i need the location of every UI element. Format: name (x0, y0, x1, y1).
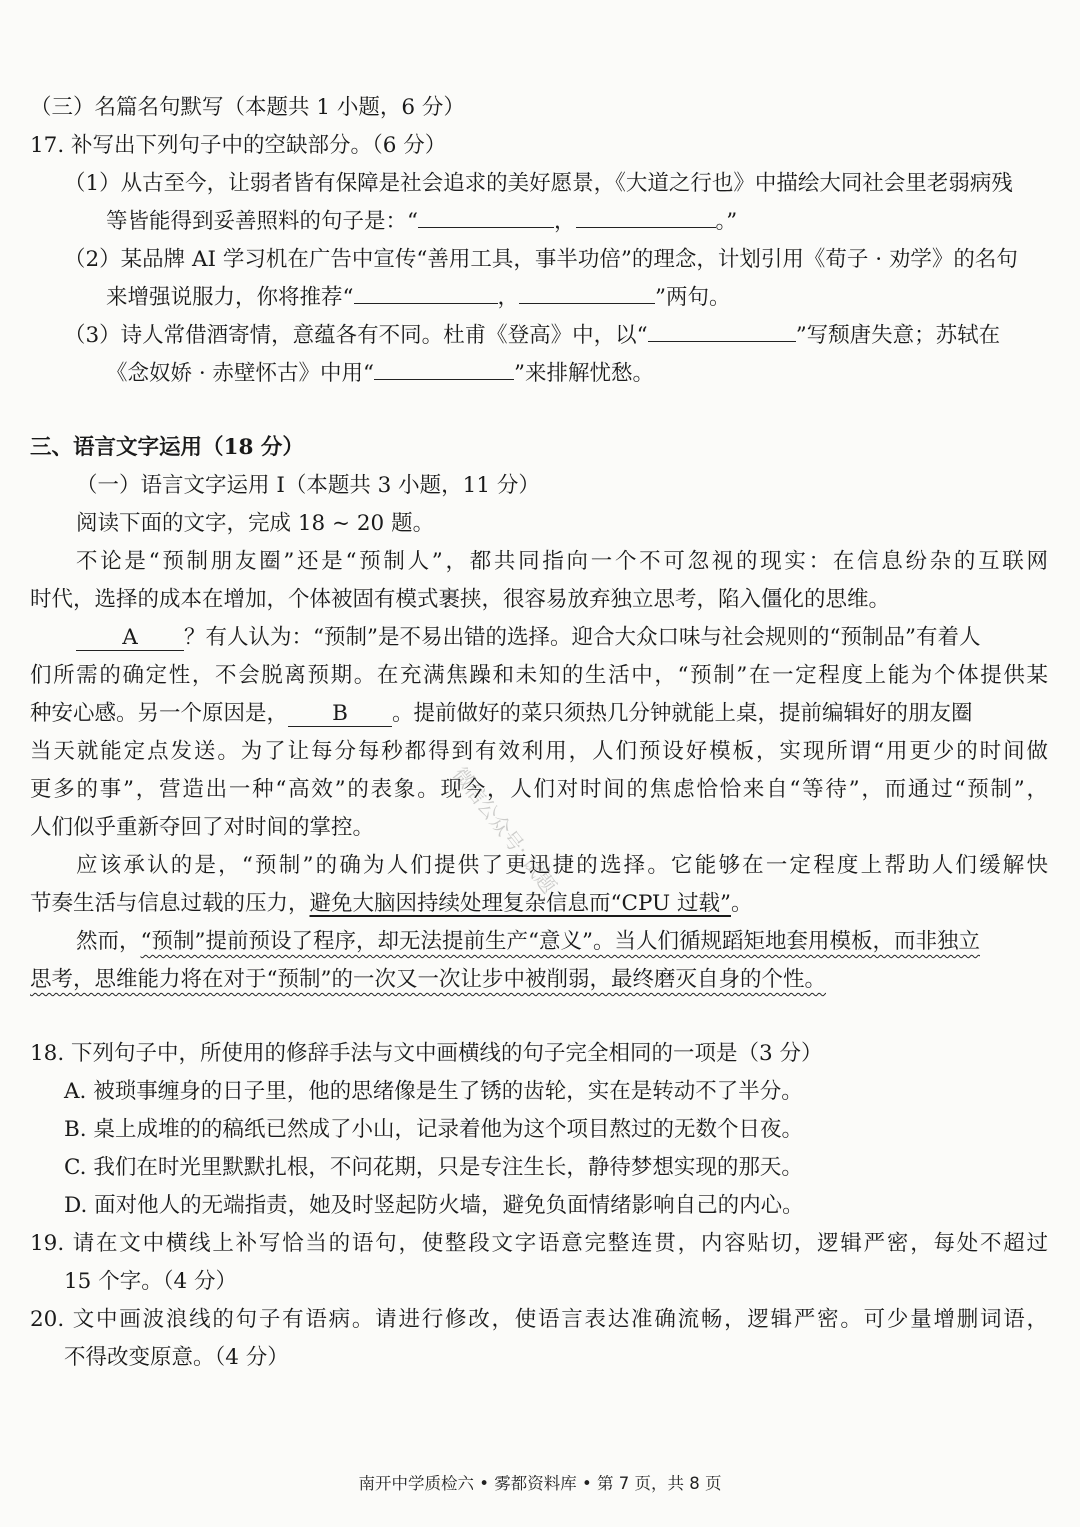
passage-line: 们所需的确定性，不会脱离预期。在充满焦躁和未知的生活中，“预制”在一定程度上能为个体提供某 (30, 663, 1048, 688)
passage-line: 不论是“预制朋友圈”还是“预制人”，都共同指向一个不可忽视的现实：在信息纷杂的互联网 (76, 549, 1048, 574)
q18-option-d[interactable]: D. 面对他人的无端指责，她及时竖起防火墙，避免负面情绪影响自己的内心。 (64, 1193, 804, 1218)
answer-blank[interactable] (648, 321, 796, 342)
answer-blank[interactable] (418, 207, 554, 228)
q17-part1-suffix: 。” (715, 209, 738, 234)
passage-line: 时代，选择的成本在增加，个体被固有模式裹挟，很容易放弃独立思考，陷入僵化的思维。 (30, 587, 891, 612)
answer-blank[interactable] (354, 283, 498, 304)
fill-blank-a[interactable]: A (76, 626, 184, 651)
q18-option-b[interactable]: B. 桌上成堆的的稿纸已然成了小山，记录着他为这个项目熬过的无数个日夜。 (64, 1117, 803, 1142)
question-19-line1: 19. 请在文中横线上补写恰当的语句，使整段文字语意完整连贯，内容贴切，逻辑严密，每处不超过 (30, 1231, 1048, 1256)
part3-heading: 三、语言文字运用（18 分） (30, 435, 304, 460)
wavy-underlined-sentence: 思考，思维能力将在对于“预制”的一次又一次让步中被削弱，最终磨灭自身的个性。 (30, 967, 826, 992)
wavy-underlined-sentence: “预制”提前预设了程序，却无法提前生产“意义”。当人们循规蹈矩地套用模板，而非独立 (140, 929, 980, 954)
q17-part3-prefix2: 《念奴娇 · 赤壁怀古》中用“ (106, 361, 374, 386)
answer-blank[interactable] (374, 359, 514, 380)
q17-part3-suffix: ”来排解忧愁。 (514, 361, 654, 386)
reading-instruction: 阅读下面的文字，完成 18 ~ 20 题。 (76, 511, 435, 536)
passage-line: 更多的事”，营造出一种“高效”的表象。现今，人们对时间的焦虑恰恰来自“等待”，而通过“预制”， (30, 777, 1048, 802)
q17-part3-line1 (64, 320, 1000, 352)
question-18-stem: 18. 下列句子中，所使用的修辞手法与文中画横线的句子完全相同的一项是（3 分） (30, 1041, 823, 1066)
question-17-stem: 17. 补写出下列句子中的空缺部分。（6 分） (30, 133, 447, 158)
question-19-line2: 15 个字。（4 分） (64, 1269, 237, 1294)
q17-part3-mid: ”写颓唐失意；苏轼在 (795, 323, 1001, 348)
passage-line: 当天就能定点发送。为了让每分每秒都得到有效利用，人们预设好模板，实现所谓“用更少的时间做 (30, 739, 1048, 764)
q17-part2-line1: （2）某品牌 AI 学习机在广告中宣传“善用工具，事半功倍”的理念，计划引用《荀子 · 劝学》的名句 (64, 247, 1018, 272)
passage-line (76, 926, 980, 958)
q17-part1-line2 (106, 206, 737, 238)
answer-blank[interactable] (576, 207, 716, 228)
passage-line: 人们似乎重新夺回了对时间的掌控。 (30, 815, 375, 840)
q17-part2-suffix: ”两句。 (655, 285, 731, 310)
passage-text: 节奏生活与信息过载的压力， (30, 891, 310, 916)
subsection-heading: （一）语言文字运用 I（本题共 3 小题，11 分） (76, 473, 540, 498)
fill-blank-b[interactable]: B (288, 702, 392, 727)
q17-part3-prefix: （3）诗人常借酒寄情，意蕴各有不同。杜甫《登高》中，以“ (64, 323, 648, 348)
passage-line (30, 698, 973, 730)
q17-part2-line2 (106, 282, 731, 314)
passage-text: 种安心感。另一个原因是， (30, 701, 289, 726)
comma: ， (554, 209, 576, 234)
watermark: 微信公众号: 试题 (447, 762, 562, 898)
passage-line (30, 888, 753, 920)
question-20-line2: 不得改变原意。（4 分） (64, 1345, 289, 1370)
passage-line (76, 622, 980, 654)
q17-part3-line2 (106, 358, 654, 390)
passage-line: 应该承认的是，“预制”的确为人们提供了更迅捷的选择。它能够在一定程度上帮助人们缓解快 (76, 853, 1048, 878)
comma: ， (497, 285, 520, 310)
answer-blank[interactable] (519, 283, 655, 304)
q17-part1-prefix: 等皆能得到妥善照料的句子是：“ (106, 209, 418, 234)
section-heading-famous-quotes: （三）名篇名句默写（本题共 1 小题，6 分） (30, 95, 465, 120)
passage-text: 。提前做好的菜只须热几分钟就能上桌，提前编辑好的朋友圈 (392, 701, 973, 726)
passage-text: ？有人认为：“预制”是不易出错的选择。迎合大众口味与社会规则的“预制品”有着人 (184, 625, 981, 650)
passage-line (30, 964, 826, 996)
passage-text: 然而， (76, 929, 141, 954)
q18-option-c[interactable]: C. 我们在时光里默默扎根，不问花期，只是专注生长，静待梦想实现的那天。 (64, 1155, 803, 1180)
page-footer: 南开中学质检六 • 雾都资料库 • 第 7 页，共 8 页 (358, 1474, 722, 1493)
q17-part1-line1: （1）从古至今，让弱者皆有保障是社会追求的美好愿景，《大道之行也》中描绘大同社会里老弱病残 (64, 171, 1013, 196)
passage-text: 。 (731, 891, 753, 916)
q18-option-a[interactable]: A. 被琐事缠身的日子里，他的思绪像是生了锈的齿轮，实在是转动不了半分。 (64, 1079, 803, 1104)
question-20-line1: 20. 文中画波浪线的句子有语病。请进行修改，使语言表达准确流畅，逻辑严密。可少量增删词语， (30, 1307, 1048, 1332)
underlined-sentence: 避免大脑因持续处理复杂信息而“CPU 过载” (309, 891, 731, 916)
q17-part2-prefix: 来增强说服力，你将推荐“ (106, 285, 354, 310)
